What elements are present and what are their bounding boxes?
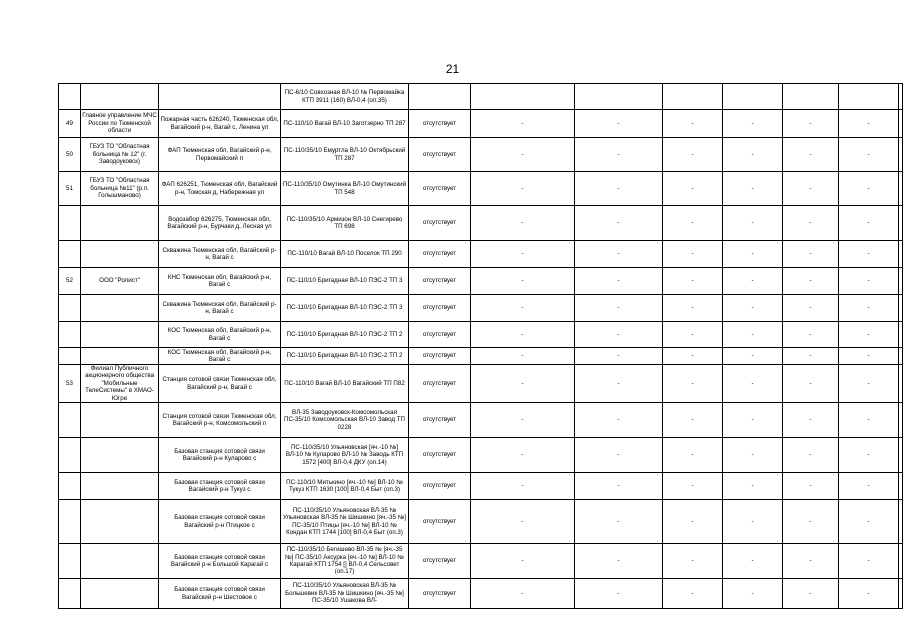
value-cell: - [723, 241, 783, 268]
status-cell: отсутствует [409, 403, 471, 438]
value-cell: - [663, 172, 723, 206]
value-cell [471, 84, 575, 110]
value-cell: - [471, 473, 575, 500]
row-number-cell [59, 403, 81, 438]
table-row [59, 295, 903, 322]
value-cell: - [839, 544, 899, 579]
row-number-cell [59, 348, 81, 365]
value-cell: - [663, 403, 723, 438]
value-cell: - [471, 579, 575, 609]
value-cell: - [839, 138, 899, 172]
organization-cell [81, 544, 159, 579]
connection-cell: ПС-110/10 Вагай ВЛ-10 Заготзерно ТП 287 [281, 110, 409, 138]
value-cell: - [575, 206, 663, 241]
value-cell: - [471, 365, 575, 403]
row-number-cell [59, 322, 81, 348]
row-number-cell [59, 579, 81, 609]
value-cell: - [663, 348, 723, 365]
value-cell: - [839, 206, 899, 241]
value-cell: - [723, 322, 783, 348]
value-cell [899, 84, 903, 110]
value-cell: - [723, 268, 783, 295]
value-cell: - [783, 403, 839, 438]
row-number-cell [59, 500, 81, 544]
organization-cell [81, 500, 159, 544]
value-cell: - [663, 365, 723, 403]
value-cell: - [471, 348, 575, 365]
value-cell: - [575, 403, 663, 438]
data-table [58, 83, 903, 609]
organization-cell [81, 473, 159, 500]
object-cell: КОС Тюменская обл, Вагайский р-н, Вагай с [159, 322, 281, 348]
connection-cell: ПС-110/35/10 Ульяновская [яч.-10 №] ВЛ-10 № Куларово ВЛ-10 № Заводь КТП 1572 [400] ВЛ-0,4 ДКУ (оп.14) [281, 438, 409, 473]
status-cell: отсутствует [409, 268, 471, 295]
value-cell [899, 172, 903, 206]
object-cell: Базовая станция сотовой связи Вагайский р-н Большой Карагай с [159, 544, 281, 579]
value-cell: - [723, 500, 783, 544]
value-cell: - [471, 268, 575, 295]
connection-cell: ПС-110/10 Вагай ВЛ-10 Поселок ТП 290 [281, 241, 409, 268]
row-number-cell: 49 [59, 110, 81, 138]
organization-cell: ООО "Ролист" [81, 268, 159, 295]
table-row [59, 403, 903, 438]
value-cell: - [663, 110, 723, 138]
value-cell [899, 110, 903, 138]
status-cell: отсутствует [409, 241, 471, 268]
organization-cell: ГБУЗ ТО "Областная больница №11" (р.п. Голышманово) [81, 172, 159, 206]
value-cell: - [839, 295, 899, 322]
connection-cell: ПС-110/10 Бригадная ВЛ-10 ПЭС-2 ТП 3 [281, 295, 409, 322]
connection-cell: ПС-110/35/10 Армизон ВЛ-10 Снегирево ТП 698 [281, 206, 409, 241]
table-row [59, 110, 903, 138]
value-cell: - [839, 579, 899, 609]
value-cell [899, 473, 903, 500]
organization-cell [81, 322, 159, 348]
value-cell [575, 84, 663, 110]
value-cell: - [575, 241, 663, 268]
object-cell: Базовая станция сотовой связи Вагайский р-н Куларово с [159, 438, 281, 473]
row-number-cell [59, 84, 81, 110]
value-cell: - [575, 500, 663, 544]
value-cell: - [723, 473, 783, 500]
row-number-cell [59, 206, 81, 241]
connection-cell: ПС-110/10 Митькино [яч.-10 №] ВЛ-10 № Тукуз КТП 1630 [100] ВЛ-0,4 Быт (оп.3) [281, 473, 409, 500]
value-cell: - [783, 110, 839, 138]
table-row [59, 206, 903, 241]
value-cell [899, 438, 903, 473]
value-cell: - [783, 268, 839, 295]
table-row [59, 268, 903, 295]
connection-cell: ПС-110/35/10 Бегишево ВЛ-35 № [яч.-35 №] ПС-35/10 Аксурка [яч.-10 №] ВЛ-10 № Карагай КТП 1754 [] ВЛ-0,4 Сельсовет (оп.17) [281, 544, 409, 579]
value-cell: - [575, 172, 663, 206]
value-cell [899, 579, 903, 609]
row-number-cell [59, 473, 81, 500]
table-row [59, 138, 903, 172]
table-row [59, 579, 903, 609]
object-cell: Базовая станция сотовой связи Вагайский р-н Шестовое с [159, 579, 281, 609]
value-cell: - [471, 438, 575, 473]
value-cell: - [783, 241, 839, 268]
table-row [59, 241, 903, 268]
connection-cell: ПС-110/10 Бригадная ВЛ-10 ПЭС-2 ТП 2 [281, 348, 409, 365]
value-cell: - [575, 544, 663, 579]
table-row [59, 348, 903, 365]
table-row [59, 172, 903, 206]
connection-cell: ПС-6/10 Совхозная ВЛ-10 № Первомайка КТП 3911 (160) ВЛ-0,4 (оп.35) [281, 84, 409, 110]
status-cell: отсутствует [409, 438, 471, 473]
value-cell: - [723, 438, 783, 473]
status-cell: отсутствует [409, 295, 471, 322]
value-cell: - [663, 206, 723, 241]
value-cell: - [783, 544, 839, 579]
value-cell: - [723, 579, 783, 609]
value-cell: - [839, 110, 899, 138]
row-number-cell: 52 [59, 268, 81, 295]
status-cell: отсутствует [409, 365, 471, 403]
value-cell: - [575, 348, 663, 365]
value-cell: - [723, 348, 783, 365]
value-cell: - [471, 500, 575, 544]
value-cell: - [471, 241, 575, 268]
value-cell: - [471, 206, 575, 241]
value-cell: - [723, 110, 783, 138]
status-cell: отсутствует [409, 579, 471, 609]
value-cell: - [575, 138, 663, 172]
row-number-cell [59, 295, 81, 322]
table-row [59, 365, 903, 403]
value-cell [663, 84, 723, 110]
value-cell: - [471, 544, 575, 579]
table-row [59, 500, 903, 544]
status-cell: отсутствует [409, 322, 471, 348]
object-cell [159, 84, 281, 110]
value-cell: - [783, 438, 839, 473]
object-cell: Базовая станция сотовой связи Вагайский р-н Тукуз с [159, 473, 281, 500]
value-cell: - [783, 138, 839, 172]
value-cell [899, 322, 903, 348]
value-cell: - [575, 295, 663, 322]
value-cell: - [723, 138, 783, 172]
value-cell: - [575, 365, 663, 403]
value-cell [899, 138, 903, 172]
value-cell: - [723, 295, 783, 322]
value-cell: - [663, 438, 723, 473]
object-cell: Базовая станция сотовой связи Вагайский р-н Птицкое с [159, 500, 281, 544]
value-cell: - [783, 348, 839, 365]
status-cell: отсутствует [409, 172, 471, 206]
status-cell: отсутствует [409, 500, 471, 544]
organization-cell [81, 295, 159, 322]
value-cell: - [723, 403, 783, 438]
value-cell: - [471, 403, 575, 438]
organization-cell [81, 438, 159, 473]
organization-cell [81, 579, 159, 609]
value-cell: - [663, 241, 723, 268]
value-cell: - [471, 138, 575, 172]
object-cell: КНС Тюменская обл, Вагайский р-н, Вагай с [159, 268, 281, 295]
connection-cell: ПС-110/35/10 Ульяновская ВЛ-35 № Большевик ВЛ-35 № Шишкино [яч.-35 №] ПС-35/10 Ушакова ВЛ- [281, 579, 409, 609]
connection-cell: ПС-110/10 Бригадная ВЛ-10 ПЭС-2 ТП 2 [281, 322, 409, 348]
value-cell: - [575, 110, 663, 138]
status-cell: отсутствует [409, 544, 471, 579]
organization-cell [81, 206, 159, 241]
value-cell: - [783, 172, 839, 206]
value-cell: - [723, 544, 783, 579]
organization-cell [81, 403, 159, 438]
value-cell: - [839, 268, 899, 295]
object-cell: ФАП 626251, Тюменская обл, Вагайский р-н, Томская д, Набережная ул [159, 172, 281, 206]
row-number-cell: 50 [59, 138, 81, 172]
value-cell: - [663, 268, 723, 295]
connection-cell: ВЛ-35 Заводоуковск-Комсомольская ПС-35/10 Комсомольская ВЛ-10 Завод ТП 0228 [281, 403, 409, 438]
object-cell: Скважина Тюменская обл, Вагайский р-н, Вагай с [159, 295, 281, 322]
row-number-cell [59, 438, 81, 473]
object-cell: Станция сотовой связи Тюменская обл, Вагайский р-н, Комсомольский п [159, 403, 281, 438]
value-cell [899, 348, 903, 365]
value-cell: - [839, 438, 899, 473]
value-cell: - [839, 365, 899, 403]
table-row [59, 544, 903, 579]
value-cell: - [839, 500, 899, 544]
value-cell: - [663, 544, 723, 579]
table-row [59, 473, 903, 500]
value-cell [723, 84, 783, 110]
row-number-cell: 51 [59, 172, 81, 206]
value-cell: - [471, 110, 575, 138]
status-cell: отсутствует [409, 206, 471, 241]
value-cell: - [723, 365, 783, 403]
value-cell: - [723, 206, 783, 241]
value-cell [839, 84, 899, 110]
value-cell [899, 500, 903, 544]
page-number: 21 [445, 62, 460, 76]
table-row [59, 84, 903, 110]
object-cell: КОС Тюменская обл, Вагайский р-н, Вагай с [159, 348, 281, 365]
value-cell: - [575, 438, 663, 473]
value-cell: - [663, 473, 723, 500]
organization-cell [81, 84, 159, 110]
value-cell [899, 544, 903, 579]
object-cell: Водозабор 626275, Тюменская обл, Вагайский р-н, Бурчаки д, Лесная ул [159, 206, 281, 241]
value-cell [899, 295, 903, 322]
table-row [59, 322, 903, 348]
value-cell: - [783, 322, 839, 348]
value-cell: - [783, 473, 839, 500]
value-cell [899, 403, 903, 438]
organization-cell: Главное управление МЧС России по Тюменской области [81, 110, 159, 138]
value-cell: - [783, 206, 839, 241]
value-cell: - [663, 579, 723, 609]
value-cell: - [839, 403, 899, 438]
status-cell: отсутствует [409, 138, 471, 172]
value-cell: - [471, 322, 575, 348]
object-cell: Станция сотовой связи Тюменская обл, Вагайский р-н, Вагай с [159, 365, 281, 403]
value-cell [899, 365, 903, 403]
organization-cell: Филиал Публичного акционерного общества "Мобильные ТелеСистемы" в ХМАО-Югре [81, 365, 159, 403]
row-number-cell [59, 544, 81, 579]
status-cell [409, 84, 471, 110]
connection-cell: ПС-110/35/10 Омутинка ВЛ-10 Омутинский ТП 548 [281, 172, 409, 206]
value-cell: - [839, 473, 899, 500]
value-cell: - [471, 295, 575, 322]
value-cell: - [663, 138, 723, 172]
organization-cell: ГБУЗ ТО "Областная больница № 12" (г. Заводоуковск) [81, 138, 159, 172]
value-cell: - [663, 295, 723, 322]
table-row [59, 438, 903, 473]
value-cell: - [783, 579, 839, 609]
value-cell: - [663, 322, 723, 348]
value-cell: - [575, 322, 663, 348]
connection-cell: ПС-110/35/10 Ульяновская ВЛ-35 № Ульяновская ВЛ-35 № Шишкино [яч.-35 №] ПС-35/10 Птицы [яч.-10 №] ВЛ-10 № Кондан КТП 1744 [100] ВЛ-0,4 Быт (оп.3) [281, 500, 409, 544]
value-cell: - [839, 172, 899, 206]
value-cell: - [839, 322, 899, 348]
value-cell: - [471, 172, 575, 206]
value-cell [899, 206, 903, 241]
value-cell [899, 241, 903, 268]
value-cell: - [723, 172, 783, 206]
organization-cell [81, 241, 159, 268]
status-cell: отсутствует [409, 110, 471, 138]
organization-cell [81, 348, 159, 365]
value-cell: - [663, 500, 723, 544]
value-cell: - [839, 241, 899, 268]
value-cell: - [783, 295, 839, 322]
connection-cell: ПС-110/10 Вагай ВЛ-10 Вагайский ТП П82 [281, 365, 409, 403]
value-cell: - [783, 365, 839, 403]
value-cell: - [575, 473, 663, 500]
object-cell: Пожарная часть 626240, Тюменская обл, Вагайский р-н, Вагай с, Ленина ул [159, 110, 281, 138]
status-cell: отсутствует [409, 473, 471, 500]
value-cell [899, 268, 903, 295]
connection-cell: ПС-110/35/10 Емуртла ВЛ-10 Октябрьский ТП 287 [281, 138, 409, 172]
row-number-cell: 53 [59, 365, 81, 403]
status-cell: отсутствует [409, 348, 471, 365]
object-cell: Скважина Тюменская обл, Вагайский р-н, Вагай с [159, 241, 281, 268]
row-number-cell [59, 241, 81, 268]
object-cell: ФАП Тюменская обл, Вагайский р-н, Первомайский п [159, 138, 281, 172]
value-cell: - [575, 268, 663, 295]
value-cell: - [575, 579, 663, 609]
value-cell [783, 84, 839, 110]
value-cell: - [839, 348, 899, 365]
value-cell: - [783, 500, 839, 544]
connection-cell: ПС-110/10 Бригадная ВЛ-10 ПЭС-2 ТП 3 [281, 268, 409, 295]
